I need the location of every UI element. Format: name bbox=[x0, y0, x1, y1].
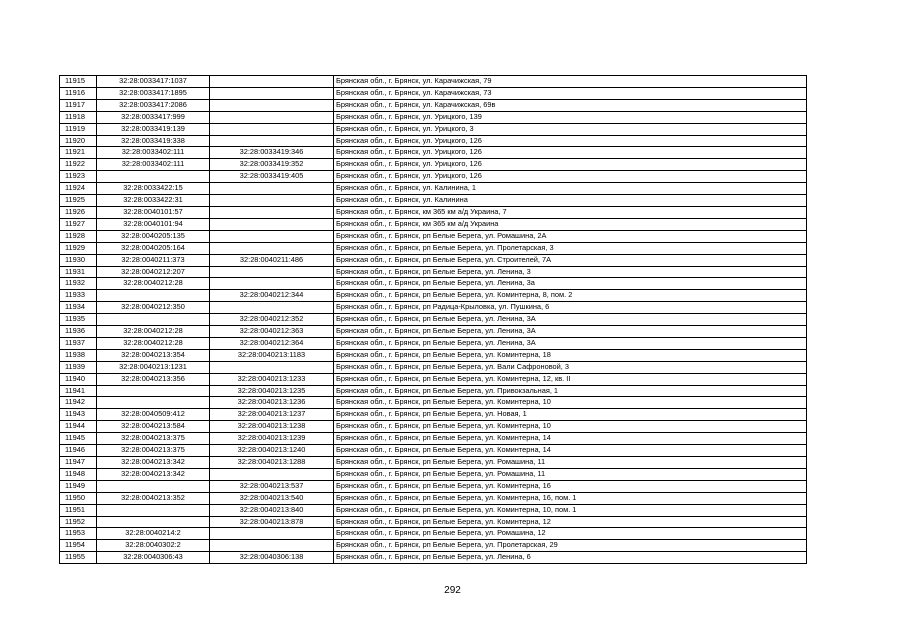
land-cadastral-number-cell: 32:28:0040213:354 bbox=[97, 349, 210, 361]
address-cell: Брянская обл., г. Брянск, рп Белые Берега, ул. Ленина, 3А bbox=[334, 326, 807, 338]
building-cadastral-number-cell bbox=[210, 87, 334, 99]
land-cadastral-number-cell: 32:28:0040213:342 bbox=[97, 457, 210, 469]
table-row bbox=[60, 290, 807, 302]
table-row bbox=[60, 242, 807, 254]
property-register-table bbox=[59, 75, 807, 564]
table-row bbox=[60, 254, 807, 266]
building-cadastral-number-cell bbox=[210, 99, 334, 111]
land-cadastral-number-cell: 32:28:0040212:207 bbox=[97, 266, 210, 278]
land-cadastral-number-cell: 32:28:0040213:584 bbox=[97, 421, 210, 433]
building-cadastral-number-cell bbox=[210, 206, 334, 218]
row-number-cell: 11949 bbox=[60, 480, 97, 492]
address-cell: Брянская обл., г. Брянск, ул. Карачижская, 69в bbox=[334, 99, 807, 111]
table-row bbox=[60, 206, 807, 218]
address-cell: Брянская обл., г. Брянск, рп Белые Берега, ул. Коминтерна, 12 bbox=[334, 516, 807, 528]
building-cadastral-number-cell: 32:28:0040213:1238 bbox=[210, 421, 334, 433]
address-cell: Брянская обл., г. Брянск, рп Белые Берега, ул. Вали Сафроновой, 3 bbox=[334, 361, 807, 373]
address-cell: Брянская обл., г. Брянск, ул. Урицкого, 126 bbox=[334, 147, 807, 159]
building-cadastral-number-cell bbox=[210, 242, 334, 254]
table-row bbox=[60, 361, 807, 373]
row-number-cell: 11921 bbox=[60, 147, 97, 159]
building-cadastral-number-cell bbox=[210, 195, 334, 207]
address-cell: Брянская обл., г. Брянск, ул. Карачижская, 73 bbox=[334, 87, 807, 99]
address-cell: Брянская обл., г. Брянск, рп Белые Берега, ул. Ленина, 3А bbox=[334, 314, 807, 326]
table-row bbox=[60, 171, 807, 183]
land-cadastral-number-cell bbox=[97, 171, 210, 183]
land-cadastral-number-cell: 32:28:0033417:1037 bbox=[97, 76, 210, 88]
row-number-cell: 11952 bbox=[60, 516, 97, 528]
table-row bbox=[60, 409, 807, 421]
table-body bbox=[60, 76, 807, 564]
land-cadastral-number-cell: 32:28:0040205:135 bbox=[97, 230, 210, 242]
land-cadastral-number-cell: 32:28:0040212:28 bbox=[97, 326, 210, 338]
row-number-cell: 11947 bbox=[60, 457, 97, 469]
table-row bbox=[60, 421, 807, 433]
address-cell: Брянская обл., г. Брянск, ул. Урицкого, 126 bbox=[334, 135, 807, 147]
land-cadastral-number-cell bbox=[97, 385, 210, 397]
table-row bbox=[60, 195, 807, 207]
table-row bbox=[60, 326, 807, 338]
row-number-cell: 11924 bbox=[60, 183, 97, 195]
address-cell: Брянская обл., г. Брянск, рп Белые Берега, ул. Ленина, 6 bbox=[334, 552, 807, 564]
building-cadastral-number-cell bbox=[210, 111, 334, 123]
row-number-cell: 11925 bbox=[60, 195, 97, 207]
building-cadastral-number-cell: 32:28:0040306:138 bbox=[210, 552, 334, 564]
address-cell: Брянская обл., г. Брянск, рп Белые Берега, ул. Привокзальная, 1 bbox=[334, 385, 807, 397]
building-cadastral-number-cell: 32:28:0040213:1237 bbox=[210, 409, 334, 421]
table-row bbox=[60, 445, 807, 457]
address-cell: Брянская обл., г. Брянск, рп Белые Берега, ул. Ромашина, 11 bbox=[334, 468, 807, 480]
table-row bbox=[60, 468, 807, 480]
table-row bbox=[60, 278, 807, 290]
building-cadastral-number-cell bbox=[210, 135, 334, 147]
row-number-cell: 11933 bbox=[60, 290, 97, 302]
row-number-cell: 11929 bbox=[60, 242, 97, 254]
address-cell: Брянская обл., г. Брянск, ул. Калинина, 1 bbox=[334, 183, 807, 195]
row-number-cell: 11948 bbox=[60, 468, 97, 480]
address-cell: Брянская обл., г. Брянск, рп Белые Берега, ул. Коминтерна, 18 bbox=[334, 349, 807, 361]
building-cadastral-number-cell bbox=[210, 302, 334, 314]
table-row bbox=[60, 314, 807, 326]
address-cell: Брянская обл., г. Брянск, ул. Урицкого, 139 bbox=[334, 111, 807, 123]
table-row bbox=[60, 99, 807, 111]
land-cadastral-number-cell: 32:28:0040213:375 bbox=[97, 445, 210, 457]
land-cadastral-number-cell: 32:28:0040212:28 bbox=[97, 337, 210, 349]
building-cadastral-number-cell: 32:28:0040213:1288 bbox=[210, 457, 334, 469]
building-cadastral-number-cell bbox=[210, 76, 334, 88]
building-cadastral-number-cell: 32:28:0033419:352 bbox=[210, 159, 334, 171]
row-number-cell: 11928 bbox=[60, 230, 97, 242]
table-row bbox=[60, 457, 807, 469]
row-number-cell: 11915 bbox=[60, 76, 97, 88]
row-number-cell: 11935 bbox=[60, 314, 97, 326]
building-cadastral-number-cell: 32:28:0040213:537 bbox=[210, 480, 334, 492]
land-cadastral-number-cell: 32:28:0033417:2086 bbox=[97, 99, 210, 111]
row-number-cell: 11945 bbox=[60, 433, 97, 445]
land-cadastral-number-cell: 32:28:0033422:31 bbox=[97, 195, 210, 207]
address-cell: Брянская обл., г. Брянск, рп Белые Берега, ул. Коминтерна, 16 bbox=[334, 480, 807, 492]
row-number-cell: 11941 bbox=[60, 385, 97, 397]
address-cell: Брянская обл., г. Брянск, рп Белые Берега, ул. Коминтерна, 14 bbox=[334, 433, 807, 445]
table-row bbox=[60, 218, 807, 230]
address-cell: Брянская обл., г. Брянск, рп Белые Берега, ул. Ромашина, 2А bbox=[334, 230, 807, 242]
table-row bbox=[60, 266, 807, 278]
land-cadastral-number-cell bbox=[97, 397, 210, 409]
land-cadastral-number-cell: 32:28:0040213:352 bbox=[97, 492, 210, 504]
building-cadastral-number-cell: 32:28:0040211:486 bbox=[210, 254, 334, 266]
land-cadastral-number-cell bbox=[97, 504, 210, 516]
table-row bbox=[60, 385, 807, 397]
table-row bbox=[60, 349, 807, 361]
address-cell: Брянская обл., г. Брянск, рп Белые Берега, ул. Коминтерна, 8, пом. 2 bbox=[334, 290, 807, 302]
address-cell: Брянская обл., г. Брянск, рп Радица-Крыловка, ул. Пушкина, 6 bbox=[334, 302, 807, 314]
table-row bbox=[60, 147, 807, 159]
land-cadastral-number-cell: 32:28:0033402:111 bbox=[97, 147, 210, 159]
address-cell: Брянская обл., г. Брянск, рп Белые Берега, ул. Ленина, 3 bbox=[334, 266, 807, 278]
table-row bbox=[60, 492, 807, 504]
address-cell: Брянская обл., г. Брянск, ул. Урицкого, 3 bbox=[334, 123, 807, 135]
row-number-cell: 11944 bbox=[60, 421, 97, 433]
building-cadastral-number-cell: 32:28:0040213:1239 bbox=[210, 433, 334, 445]
building-cadastral-number-cell: 32:28:0040212:363 bbox=[210, 326, 334, 338]
table-row bbox=[60, 159, 807, 171]
row-number-cell: 11955 bbox=[60, 552, 97, 564]
building-cadastral-number-cell bbox=[210, 361, 334, 373]
land-cadastral-number-cell: 32:28:0040101:94 bbox=[97, 218, 210, 230]
address-cell: Брянская обл., г. Брянск, рп Белые Берега, ул. Коминтерна, 10, пом. 1 bbox=[334, 504, 807, 516]
land-cadastral-number-cell bbox=[97, 480, 210, 492]
address-cell: Брянская обл., г. Брянск, рп Белые Берега, ул. Ленина, 3А bbox=[334, 337, 807, 349]
row-number-cell: 11920 bbox=[60, 135, 97, 147]
row-number-cell: 11930 bbox=[60, 254, 97, 266]
building-cadastral-number-cell bbox=[210, 183, 334, 195]
address-cell: Брянская обл., г. Брянск, рп Белые Берега, ул. Ленина, 3а bbox=[334, 278, 807, 290]
land-cadastral-number-cell: 32:28:0040212:350 bbox=[97, 302, 210, 314]
land-cadastral-number-cell: 32:28:0033417:1895 bbox=[97, 87, 210, 99]
land-cadastral-number-cell: 32:28:0040205:164 bbox=[97, 242, 210, 254]
row-number-cell: 11917 bbox=[60, 99, 97, 111]
table-row bbox=[60, 504, 807, 516]
building-cadastral-number-cell bbox=[210, 218, 334, 230]
address-cell: Брянская обл., г. Брянск, рп Белые Берега, ул. Коминтерна, 16, пом. 1 bbox=[334, 492, 807, 504]
land-cadastral-number-cell: 32:28:0040302:2 bbox=[97, 540, 210, 552]
address-cell: Брянская обл., г. Брянск, рп Белые Берега, ул. Пролетарская, 3 bbox=[334, 242, 807, 254]
building-cadastral-number-cell bbox=[210, 123, 334, 135]
address-cell: Брянская обл., г. Брянск, рп Белые Берега, ул. Новая, 1 bbox=[334, 409, 807, 421]
table-row bbox=[60, 76, 807, 88]
building-cadastral-number-cell: 32:28:0040213:540 bbox=[210, 492, 334, 504]
row-number-cell: 11942 bbox=[60, 397, 97, 409]
building-cadastral-number-cell: 32:28:0040212:352 bbox=[210, 314, 334, 326]
table-row bbox=[60, 480, 807, 492]
table-row bbox=[60, 302, 807, 314]
table-row bbox=[60, 552, 807, 564]
table-row bbox=[60, 123, 807, 135]
row-number-cell: 11937 bbox=[60, 337, 97, 349]
land-cadastral-number-cell bbox=[97, 516, 210, 528]
table-row bbox=[60, 183, 807, 195]
building-cadastral-number-cell: 32:28:0040213:840 bbox=[210, 504, 334, 516]
address-cell: Брянская обл., г. Брянск, рп Белые Берега, ул. Коминтерна, 14 bbox=[334, 445, 807, 457]
building-cadastral-number-cell bbox=[210, 528, 334, 540]
land-cadastral-number-cell: 32:28:0040213:356 bbox=[97, 373, 210, 385]
table-row bbox=[60, 111, 807, 123]
address-cell: Брянская обл., г. Брянск, ул. Урицкого, 126 bbox=[334, 171, 807, 183]
address-cell: Брянская обл., г. Брянск, км 365 км а/д Украина bbox=[334, 218, 807, 230]
land-cadastral-number-cell: 32:28:0040213:1231 bbox=[97, 361, 210, 373]
row-number-cell: 11950 bbox=[60, 492, 97, 504]
address-cell: Брянская обл., г. Брянск, рп Белые Берега, ул. Коминтерна, 12, кв. II bbox=[334, 373, 807, 385]
building-cadastral-number-cell: 32:28:0040212:344 bbox=[210, 290, 334, 302]
building-cadastral-number-cell bbox=[210, 230, 334, 242]
address-cell: Брянская обл., г. Брянск, рп Белые Берега, ул. Коминтерна, 10 bbox=[334, 397, 807, 409]
table-row bbox=[60, 516, 807, 528]
address-cell: Брянская обл., г. Брянск, рп Белые Берега, ул. Пролетарская, 29 bbox=[334, 540, 807, 552]
land-cadastral-number-cell: 32:28:0040306:43 bbox=[97, 552, 210, 564]
land-cadastral-number-cell: 32:28:0040214:2 bbox=[97, 528, 210, 540]
row-number-cell: 11951 bbox=[60, 504, 97, 516]
address-cell: Брянская обл., г. Брянск, ул. Карачижская, 79 bbox=[334, 76, 807, 88]
row-number-cell: 11927 bbox=[60, 218, 97, 230]
land-cadastral-number-cell: 32:28:0040211:373 bbox=[97, 254, 210, 266]
row-number-cell: 11919 bbox=[60, 123, 97, 135]
building-cadastral-number-cell: 32:28:0040213:1236 bbox=[210, 397, 334, 409]
table-row bbox=[60, 433, 807, 445]
building-cadastral-number-cell bbox=[210, 468, 334, 480]
building-cadastral-number-cell: 32:28:0040212:364 bbox=[210, 337, 334, 349]
table-row bbox=[60, 528, 807, 540]
row-number-cell: 11916 bbox=[60, 87, 97, 99]
row-number-cell: 11940 bbox=[60, 373, 97, 385]
row-number-cell: 11938 bbox=[60, 349, 97, 361]
row-number-cell: 11939 bbox=[60, 361, 97, 373]
address-cell: Брянская обл., г. Брянск, ул. Калинина bbox=[334, 195, 807, 207]
address-cell: Брянская обл., г. Брянск, км 365 км а/д Украина, 7 bbox=[334, 206, 807, 218]
land-cadastral-number-cell: 32:28:0040509:412 bbox=[97, 409, 210, 421]
row-number-cell: 11931 bbox=[60, 266, 97, 278]
page-number: 292 bbox=[444, 585, 461, 596]
row-number-cell: 11943 bbox=[60, 409, 97, 421]
land-cadastral-number-cell bbox=[97, 290, 210, 302]
land-cadastral-number-cell: 32:28:0040212:28 bbox=[97, 278, 210, 290]
land-cadastral-number-cell: 32:28:0040101:57 bbox=[97, 206, 210, 218]
building-cadastral-number-cell: 32:28:0033419:405 bbox=[210, 171, 334, 183]
table-row bbox=[60, 373, 807, 385]
address-cell: Брянская обл., г. Брянск, ул. Урицкого, 126 bbox=[334, 159, 807, 171]
row-number-cell: 11932 bbox=[60, 278, 97, 290]
table-row bbox=[60, 87, 807, 99]
building-cadastral-number-cell: 32:28:0040213:1235 bbox=[210, 385, 334, 397]
building-cadastral-number-cell: 32:28:0040213:1240 bbox=[210, 445, 334, 457]
row-number-cell: 11923 bbox=[60, 171, 97, 183]
building-cadastral-number-cell bbox=[210, 266, 334, 278]
table-row bbox=[60, 230, 807, 242]
building-cadastral-number-cell: 32:28:0033419:346 bbox=[210, 147, 334, 159]
address-cell: Брянская обл., г. Брянск, рп Белые Берега, ул. Ромашина, 11 bbox=[334, 457, 807, 469]
land-cadastral-number-cell bbox=[97, 314, 210, 326]
row-number-cell: 11936 bbox=[60, 326, 97, 338]
table-row bbox=[60, 135, 807, 147]
row-number-cell: 11954 bbox=[60, 540, 97, 552]
land-cadastral-number-cell: 32:28:0033422:15 bbox=[97, 183, 210, 195]
row-number-cell: 11953 bbox=[60, 528, 97, 540]
row-number-cell: 11926 bbox=[60, 206, 97, 218]
row-number-cell: 11934 bbox=[60, 302, 97, 314]
building-cadastral-number-cell bbox=[210, 540, 334, 552]
land-cadastral-number-cell: 32:28:0040213:342 bbox=[97, 468, 210, 480]
land-cadastral-number-cell: 32:28:0033417:999 bbox=[97, 111, 210, 123]
table-row bbox=[60, 540, 807, 552]
building-cadastral-number-cell: 32:28:0040213:1183 bbox=[210, 349, 334, 361]
address-cell: Брянская обл., г. Брянск, рп Белые Берега, ул. Строителей, 7А bbox=[334, 254, 807, 266]
row-number-cell: 11946 bbox=[60, 445, 97, 457]
land-cadastral-number-cell: 32:28:0040213:375 bbox=[97, 433, 210, 445]
address-cell: Брянская обл., г. Брянск, рп Белые Берега, ул. Ромашина, 12 bbox=[334, 528, 807, 540]
building-cadastral-number-cell: 32:28:0040213:1233 bbox=[210, 373, 334, 385]
building-cadastral-number-cell: 32:28:0040213:878 bbox=[210, 516, 334, 528]
address-cell: Брянская обл., г. Брянск, рп Белые Берега, ул. Коминтерна, 10 bbox=[334, 421, 807, 433]
land-cadastral-number-cell: 32:28:0033402:111 bbox=[97, 159, 210, 171]
building-cadastral-number-cell bbox=[210, 278, 334, 290]
table-row bbox=[60, 337, 807, 349]
row-number-cell: 11918 bbox=[60, 111, 97, 123]
land-cadastral-number-cell: 32:28:0033419:139 bbox=[97, 123, 210, 135]
row-number-cell: 11922 bbox=[60, 159, 97, 171]
table-row bbox=[60, 397, 807, 409]
land-cadastral-number-cell: 32:28:0033419:338 bbox=[97, 135, 210, 147]
